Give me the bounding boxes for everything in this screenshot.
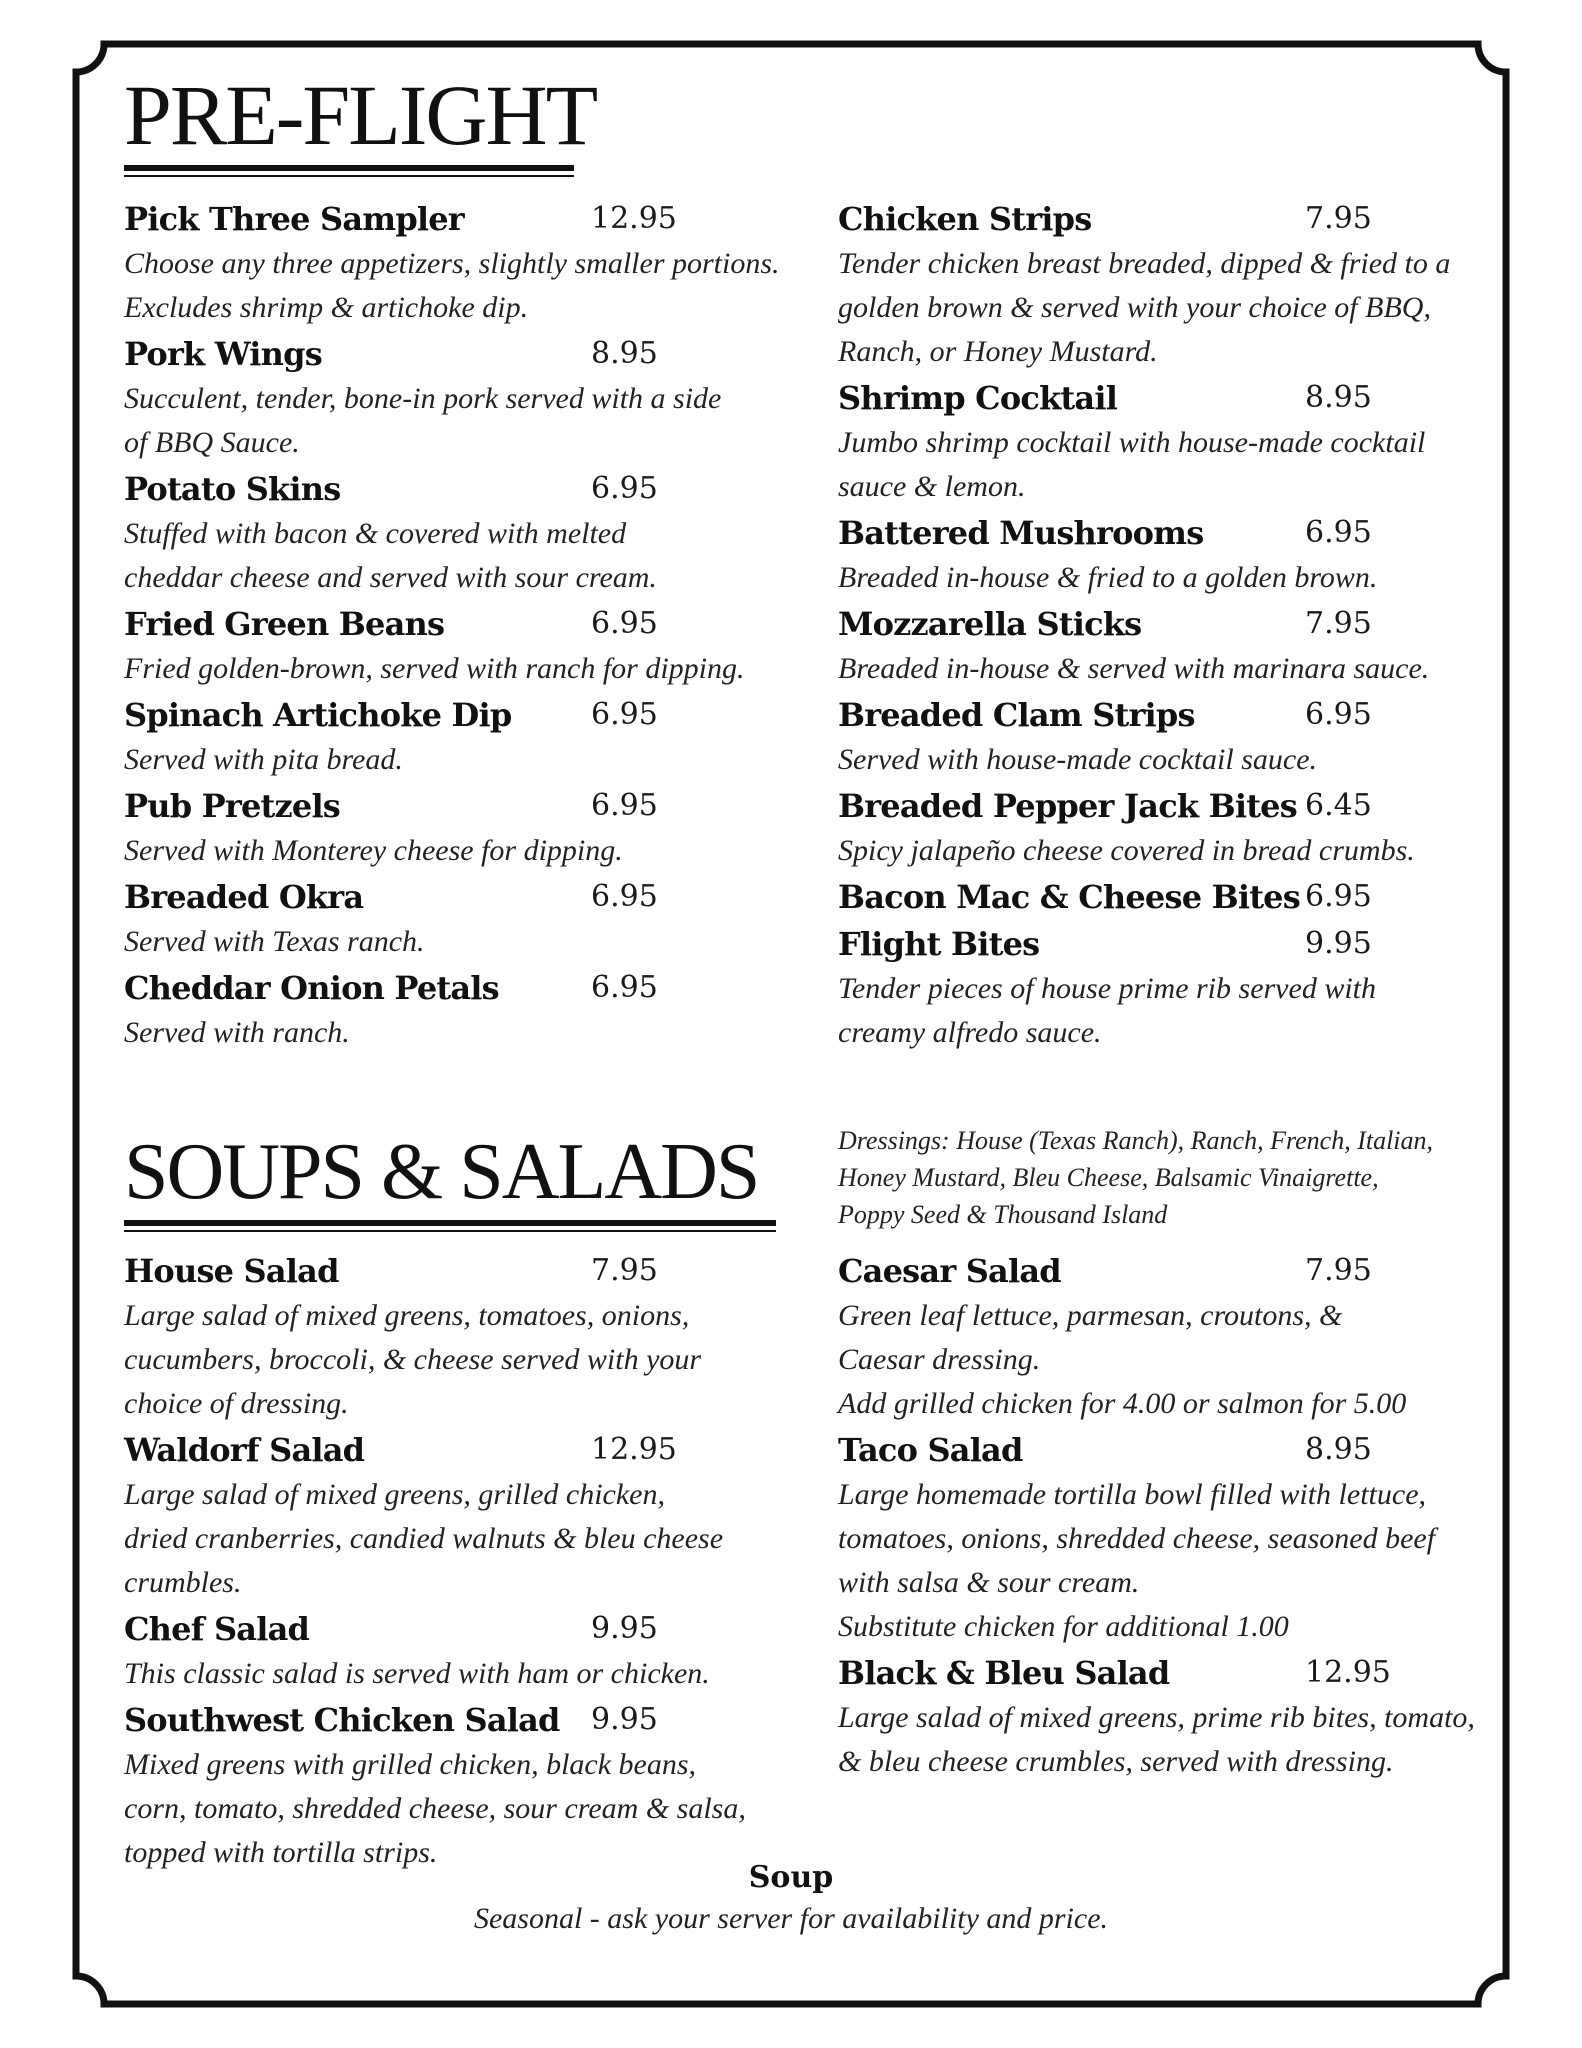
item-description-line: Mixed greens with grilled chicken, black beans, <box>124 1748 697 1781</box>
item-description-line: Excludes shrimp & artichoke dip. <box>124 291 529 324</box>
item-description-line: Tender chicken breast breaded, dipped & fried to a <box>838 247 1451 280</box>
item-name: Pick Three Sampler <box>124 200 464 238</box>
item-description-line: Green leaf lettuce, parmesan, croutons, & <box>838 1299 1343 1332</box>
item-price: 8.95 <box>1305 380 1372 415</box>
dressings-line: Poppy Seed & Thousand Island <box>838 1200 1168 1229</box>
item-name: Bacon Mac & Cheese Bites <box>838 878 1300 916</box>
item-name: Shrimp Cocktail <box>838 379 1118 417</box>
item-price: 6.95 <box>1305 515 1372 550</box>
preflight-title: PRE-FLIGHT <box>124 67 597 163</box>
menu-item <box>124 466 774 600</box>
menu-item <box>838 783 1488 873</box>
item-price: 6.95 <box>1305 697 1372 732</box>
menu-item <box>124 692 774 782</box>
menu-item-header <box>838 196 1488 242</box>
menu-item-header <box>124 692 774 738</box>
item-price: 8.95 <box>1305 1432 1372 1467</box>
menu-item <box>838 1427 1488 1649</box>
soups-salads-title: SOUPS & SALADS <box>124 1128 759 1216</box>
item-description-line: Tender pieces of house prime rib served with <box>838 972 1376 1005</box>
menu-item <box>838 375 1488 509</box>
item-add-on: Add grilled chicken for 4.00 or salmon for 5.00 <box>838 1387 1407 1420</box>
item-price: 6.95 <box>591 879 658 914</box>
menu-item <box>124 783 774 873</box>
menu-item <box>124 1606 774 1696</box>
menu-item-header <box>838 601 1488 647</box>
item-price: 6.95 <box>591 970 658 1005</box>
item-description-line: Large salad of mixed greens, grilled chicken, <box>124 1478 665 1511</box>
item-description-line: with salsa & sour cream. <box>838 1566 1140 1599</box>
preflight-right-column <box>838 196 1488 1056</box>
item-price: 7.95 <box>591 1253 658 1288</box>
item-price: 8.95 <box>591 336 658 371</box>
item-description-line: Substitute chicken for additional 1.00 <box>838 1610 1289 1643</box>
item-description-line: crumbles. <box>124 1566 242 1599</box>
item-description-line: & bleu cheese crumbles, served with dressing. <box>838 1745 1394 1778</box>
menu-item-header <box>838 375 1488 421</box>
menu-item-header <box>838 510 1488 556</box>
item-name: Spinach Artichoke Dip <box>124 696 512 734</box>
menu-item <box>124 1427 774 1605</box>
menu-item-header <box>838 692 1488 738</box>
menu-item <box>838 874 1488 920</box>
menu-item <box>124 1697 774 1875</box>
item-price: 7.95 <box>1305 606 1372 641</box>
item-description-line: Choose any three appetizers, slightly smaller portions. <box>124 247 780 280</box>
menu-item <box>838 601 1488 691</box>
menu-item <box>124 874 774 964</box>
item-price: 6.95 <box>591 788 658 823</box>
item-name: Cheddar Onion Petals <box>124 969 499 1007</box>
item-description-line: of BBQ Sauce. <box>124 426 300 459</box>
menu-item-header <box>124 331 774 377</box>
item-description-line: Caesar dressing. <box>838 1343 1041 1376</box>
menu-item <box>124 601 774 691</box>
item-description-line: Served with Monterey cheese for dipping. <box>124 834 623 867</box>
item-description-line: Served with pita bread. <box>124 743 403 776</box>
item-description-line: creamy alfredo sauce. <box>838 1016 1102 1049</box>
item-name: Breaded Pepper Jack Bites <box>838 787 1297 825</box>
item-name: Taco Salad <box>838 1431 1023 1469</box>
item-description-line: cucumbers, broccoli, & cheese served with your <box>124 1343 702 1376</box>
item-price: 9.95 <box>591 1611 658 1646</box>
dressings-note <box>838 1122 1488 1233</box>
soup-title: Soup <box>748 1860 834 1895</box>
item-price: 12.95 <box>591 1432 677 1467</box>
item-price: 9.95 <box>1305 926 1372 961</box>
menu-item <box>838 1248 1488 1426</box>
menu-item-header <box>124 965 774 1011</box>
menu-item-header <box>838 1650 1488 1696</box>
item-price: 6.95 <box>591 471 658 506</box>
item-name: Breaded Okra <box>124 878 364 916</box>
item-price: 7.95 <box>1305 1253 1372 1288</box>
item-description-line: dried cranberries, candied walnuts & bleu cheese <box>124 1522 724 1555</box>
item-price: 9.95 <box>591 1702 658 1737</box>
item-description-line: This classic salad is served with ham or chicken. <box>124 1657 710 1690</box>
menu-item-header <box>838 1427 1488 1473</box>
item-description-line: Served with house-made cocktail sauce. <box>838 743 1318 776</box>
item-name: Caesar Salad <box>838 1252 1061 1290</box>
item-price: 6.95 <box>1305 879 1372 914</box>
item-description-line: Ranch, or Honey Mustard. <box>838 335 1158 368</box>
menu-item <box>838 196 1488 374</box>
menu-item-header <box>838 1248 1488 1294</box>
item-price: 6.95 <box>591 697 658 732</box>
item-description-line: Large salad of mixed greens, prime rib bites, tomato, <box>838 1701 1475 1734</box>
menu-item-header <box>124 1697 774 1743</box>
item-description-line: sauce & lemon. <box>838 470 1026 503</box>
item-description-line: Served with Texas ranch. <box>124 925 425 958</box>
menu-item <box>124 196 780 330</box>
item-description-line: Spicy jalapeño cheese covered in bread crumbs. <box>838 834 1415 867</box>
item-description-line: Fried golden-brown, served with ranch for dipping. <box>124 652 745 685</box>
menu-item-header <box>124 1248 774 1294</box>
item-price: 6.45 <box>1305 788 1372 823</box>
item-name: Chicken Strips <box>838 200 1092 238</box>
item-name: Chef Salad <box>124 1610 310 1648</box>
item-description-line: Served with ranch. <box>124 1016 350 1049</box>
item-description-line: tomatoes, onions, shredded cheese, seasoned beef <box>838 1522 1436 1555</box>
menu-item-header <box>838 921 1488 967</box>
salads-right-column <box>838 1248 1488 1785</box>
dressings-line: Honey Mustard, Bleu Cheese, Balsamic Vinaigrette, <box>838 1163 1379 1192</box>
menu-item-header <box>124 466 774 512</box>
item-description-line: cheddar cheese and served with sour cream. <box>124 561 657 594</box>
item-description-line: Large salad of mixed greens, tomatoes, onions, <box>124 1299 690 1332</box>
soups-salads-title-rule <box>124 1220 776 1232</box>
item-name: Southwest Chicken Salad <box>124 1701 560 1739</box>
item-description-line: Large homemade tortilla bowl filled with lettuce, <box>838 1478 1427 1511</box>
item-name: House Salad <box>124 1252 339 1290</box>
menu-item <box>124 965 774 1055</box>
menu-item-header <box>124 783 774 829</box>
item-name: Fried Green Beans <box>124 605 445 643</box>
menu-item-header <box>838 783 1488 829</box>
menu-item <box>838 921 1488 1055</box>
menu-item-header <box>124 874 774 920</box>
menu-item-header <box>124 601 774 647</box>
salads-left-column <box>124 1248 774 1876</box>
item-name: Mozzarella Sticks <box>838 605 1142 643</box>
item-description-line: Breaded in-house & fried to a golden brown. <box>838 561 1378 594</box>
soup-description: Seasonal - ask your server for availability and price. <box>473 1902 1109 1935</box>
item-description-line: golden brown & served with your choice of BBQ, <box>838 291 1431 324</box>
item-description-line: Succulent, tender, bone-in pork served with a side <box>124 382 722 415</box>
menu-item-header <box>124 1606 774 1652</box>
menu-item-header <box>124 196 774 242</box>
item-name: Pub Pretzels <box>124 787 341 825</box>
item-price: 12.95 <box>591 201 677 236</box>
item-name: Black & Bleu Salad <box>838 1654 1170 1692</box>
item-description-line: Breaded in-house & served with marinara sauce. <box>838 652 1430 685</box>
menu-item <box>838 692 1488 782</box>
item-description-line: Jumbo shrimp cocktail with house-made cocktail <box>838 426 1426 459</box>
menu-item-header <box>124 1427 774 1473</box>
item-price: 7.95 <box>1305 201 1372 236</box>
preflight-title-rule <box>124 165 574 177</box>
item-price: 6.95 <box>591 606 658 641</box>
item-name: Battered Mushrooms <box>838 514 1204 552</box>
item-price: 12.95 <box>1305 1655 1391 1690</box>
item-name: Pork Wings <box>124 335 322 373</box>
menu-item <box>838 510 1488 600</box>
item-name: Potato Skins <box>124 470 341 508</box>
soup-section <box>0 1858 1582 1940</box>
menu-item <box>838 1650 1488 1784</box>
item-description-line: corn, tomato, shredded cheese, sour cream & salsa, <box>124 1792 746 1825</box>
item-name: Flight Bites <box>838 925 1040 963</box>
item-description-line: topped with tortilla strips. <box>124 1836 438 1869</box>
menu-item <box>124 331 774 465</box>
item-description-line: choice of dressing. <box>124 1387 349 1420</box>
preflight-left-column <box>124 196 780 1056</box>
dressings-line: Dressings: House (Texas Ranch), Ranch, French, Italian, <box>838 1126 1434 1155</box>
menu-item-header <box>838 874 1488 920</box>
item-name: Waldorf Salad <box>124 1431 365 1469</box>
item-description-line: Stuffed with bacon & covered with melted <box>124 517 627 550</box>
item-name: Breaded Clam Strips <box>838 696 1195 734</box>
menu-item <box>124 1248 774 1426</box>
